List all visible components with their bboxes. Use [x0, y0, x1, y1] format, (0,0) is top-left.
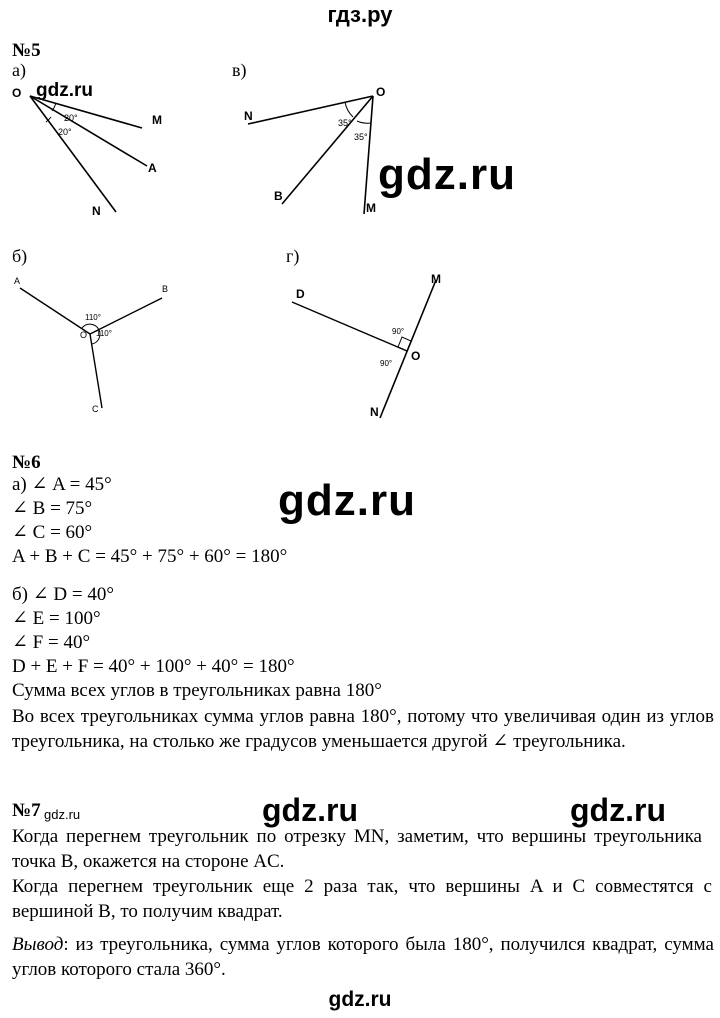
- point-m: M: [152, 113, 162, 127]
- point-m: M: [431, 272, 441, 286]
- site-header: гдз.ру: [327, 2, 393, 27]
- ray-oc: [90, 334, 102, 408]
- ex6-line-6: ∠ E = 100°: [12, 608, 101, 629]
- angle-label-1: 110°: [85, 313, 101, 322]
- point-b: B: [274, 189, 283, 203]
- arc-2: [357, 121, 371, 123]
- ray-om: [364, 96, 373, 214]
- footer-watermark: gdz.ru: [328, 988, 392, 1011]
- angle-label-2: 35°: [354, 132, 368, 142]
- point-a: A: [14, 276, 21, 286]
- watermark-tiny: gdz.ru: [44, 807, 81, 822]
- angle-label-2: 90°: [380, 359, 393, 368]
- angle-label-2: 110°: [96, 329, 112, 338]
- watermark-medium: gdz.ru: [570, 792, 666, 828]
- point-d: D: [296, 287, 305, 301]
- point-o: O: [80, 330, 88, 340]
- figure-b-diagram: [12, 270, 182, 420]
- figure-v-diagram: [240, 82, 400, 222]
- ex7-paragraph-2: Когда перегнем треугольник еще 2 раза так, что вершины A и C совместятся с вершиной B, то получим квадрат.: [12, 876, 712, 922]
- point-o: O: [411, 349, 421, 363]
- ex6-line-9: Сумма всех углов в треугольниках равна 180°: [12, 680, 382, 701]
- ex6-line-4: A + B + C = 45° + 75° + 60° = 180°: [12, 546, 288, 567]
- ray-oa: [30, 96, 147, 166]
- angle-label-2: 20°: [58, 127, 72, 137]
- exercise-6-title: №6: [12, 452, 41, 473]
- point-n: N: [244, 109, 253, 123]
- ex6-line-8: D + E + F = 40° + 100° + 40° = 180°: [12, 656, 295, 677]
- ray-od: [292, 302, 407, 351]
- arc-1: [345, 102, 353, 117]
- ex6-line-1: а) ∠ A = 45°: [12, 474, 112, 495]
- ray-on: [248, 96, 373, 124]
- ex6-line-7: ∠ F = 40°: [12, 632, 91, 653]
- point-m: M: [366, 201, 376, 215]
- point-o: O: [376, 85, 386, 99]
- figure-b-label: б): [12, 246, 28, 266]
- point-o: O: [12, 86, 22, 100]
- ex6-line-3: ∠ C = 60°: [12, 522, 93, 543]
- ray-oa: [20, 288, 90, 334]
- angle-label-1: 20°: [64, 113, 78, 123]
- point-a: A: [148, 161, 157, 175]
- watermark-large: gdz.ru: [278, 476, 416, 525]
- angle-label-1: 35°: [338, 118, 352, 128]
- ex6-paragraph: Во всех треугольниках сумма углов равна 180°, потому что увеличивая один из углов треугольника, на столько же градусов уменьшается другой ∠ треугольника.: [12, 706, 714, 752]
- ex7-conclusion: [12, 932, 714, 982]
- figure-g-diagram: [284, 268, 454, 428]
- watermark-large: gdz.ru: [378, 150, 516, 199]
- watermark-medium: gdz.ru: [262, 792, 358, 828]
- ex6-line-2: ∠ B = 75°: [12, 498, 93, 519]
- point-c: C: [92, 404, 99, 414]
- figure-g-label: г): [286, 246, 300, 266]
- figure-a-label: а): [12, 60, 26, 80]
- point-n: N: [92, 204, 101, 218]
- point-b: B: [162, 284, 169, 294]
- ray-ob: [282, 96, 373, 204]
- point-n: N: [370, 405, 379, 419]
- angle-label-1: 90°: [392, 327, 405, 336]
- watermark-small: gdz.ru: [36, 80, 93, 101]
- conclusion-label: Вывод: [12, 934, 64, 955]
- exercise-7-title: №7: [12, 800, 41, 821]
- ex7-paragraph-1: Когда перегнем треугольник по отрезку MN, заметим, что вершины треугольника точка B, окажется на стороне AC.: [12, 826, 702, 872]
- conclusion-text: : из треугольника, сумма углов которого была 180°, получился квадрат, сумма углов которого стала 360°.: [12, 934, 714, 980]
- figure-v-label: в): [232, 60, 247, 80]
- right-angle-square: [398, 337, 411, 351]
- ex6-line-5: б) ∠ D = 40°: [12, 584, 114, 605]
- exercise-5-title: №5: [12, 40, 41, 61]
